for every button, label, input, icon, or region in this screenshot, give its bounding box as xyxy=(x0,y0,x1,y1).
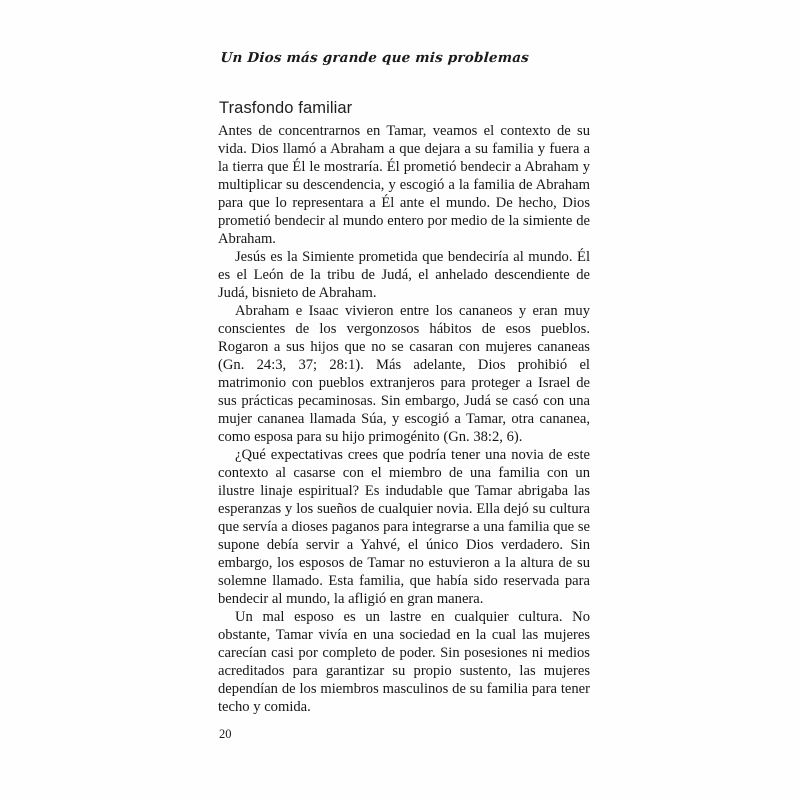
paragraph-2: Jesús es la Simiente prometida que bendeciría al mundo. Él es el León de la tribu de Judá, el anhelado descendiente de Judá, bisnieto de Abraham. xyxy=(218,249,590,301)
paragraph-3: Abraham e Isaac vivieron entre los cananeos y eran muy conscientes de los vergonzosos hábitos de esos pueblos. Rogaron a sus hijos que no se casaran con mujeres cananeas (Gn. 24:3, 37; 28:1). Más adelante, Dios prohibió el matrimonio con pueblos extranjeros para proteger a Israel de sus prácticas pecaminosas. Sin embargo, Judá se casó con una mujer cananea llamada Súa, y escogió a Tamar, otra cananea, como esposa para su hijo primogénito (Gn. 38:2, 6). xyxy=(218,303,590,445)
paragraph-4: ¿Qué expectativas crees que podría tener una novia de este contexto al casarse con el miembro de una familia con un ilustre linaje espiritual? Es indudable que Tamar abrigaba las esperanzas y los sueños de cualquier novia. Ella dejó su cultura que servía a dioses paganos para integrarse a una familia que se supone debía servir a Yahvé, el único Dios verdadero. Sin embargo, los esposos de Tamar no estuvieron a la altura de su solemne llamado. Esta familia, que había sido reservada para bendecir al mundo, la afligió en gran manera. xyxy=(218,447,590,607)
body-text-block xyxy=(218,122,590,716)
page-number: 20 xyxy=(219,727,232,741)
section-heading: Trasfondo familiar xyxy=(219,99,353,117)
running-header: Un Dios más grande que mis problemas xyxy=(220,50,530,66)
paragraph-5: Un mal esposo es un lastre en cualquier cultura. No obstante, Tamar vivía en una sociedad en la cual las mujeres carecían casi por completo de poder. Sin posesiones ni medios acreditados para garantizar su propio sustento, las mujeres dependían de los miembros masculinos de su familia para tener techo y comida. xyxy=(218,609,590,715)
paragraph-1: Antes de concentrarnos en Tamar, veamos el contexto de su vida. Dios llamó a Abraham a que dejara a su familia y fuera a la tierra que Él le mostraría. Él prometió bendecir a Abraham y multiplicar su descendencia, y escogió a la familia de Abraham para que lo representara a Él ante el mundo. De hecho, Dios prometió bendecir al mundo entero por medio de la simiente de Abraham. xyxy=(218,123,590,247)
